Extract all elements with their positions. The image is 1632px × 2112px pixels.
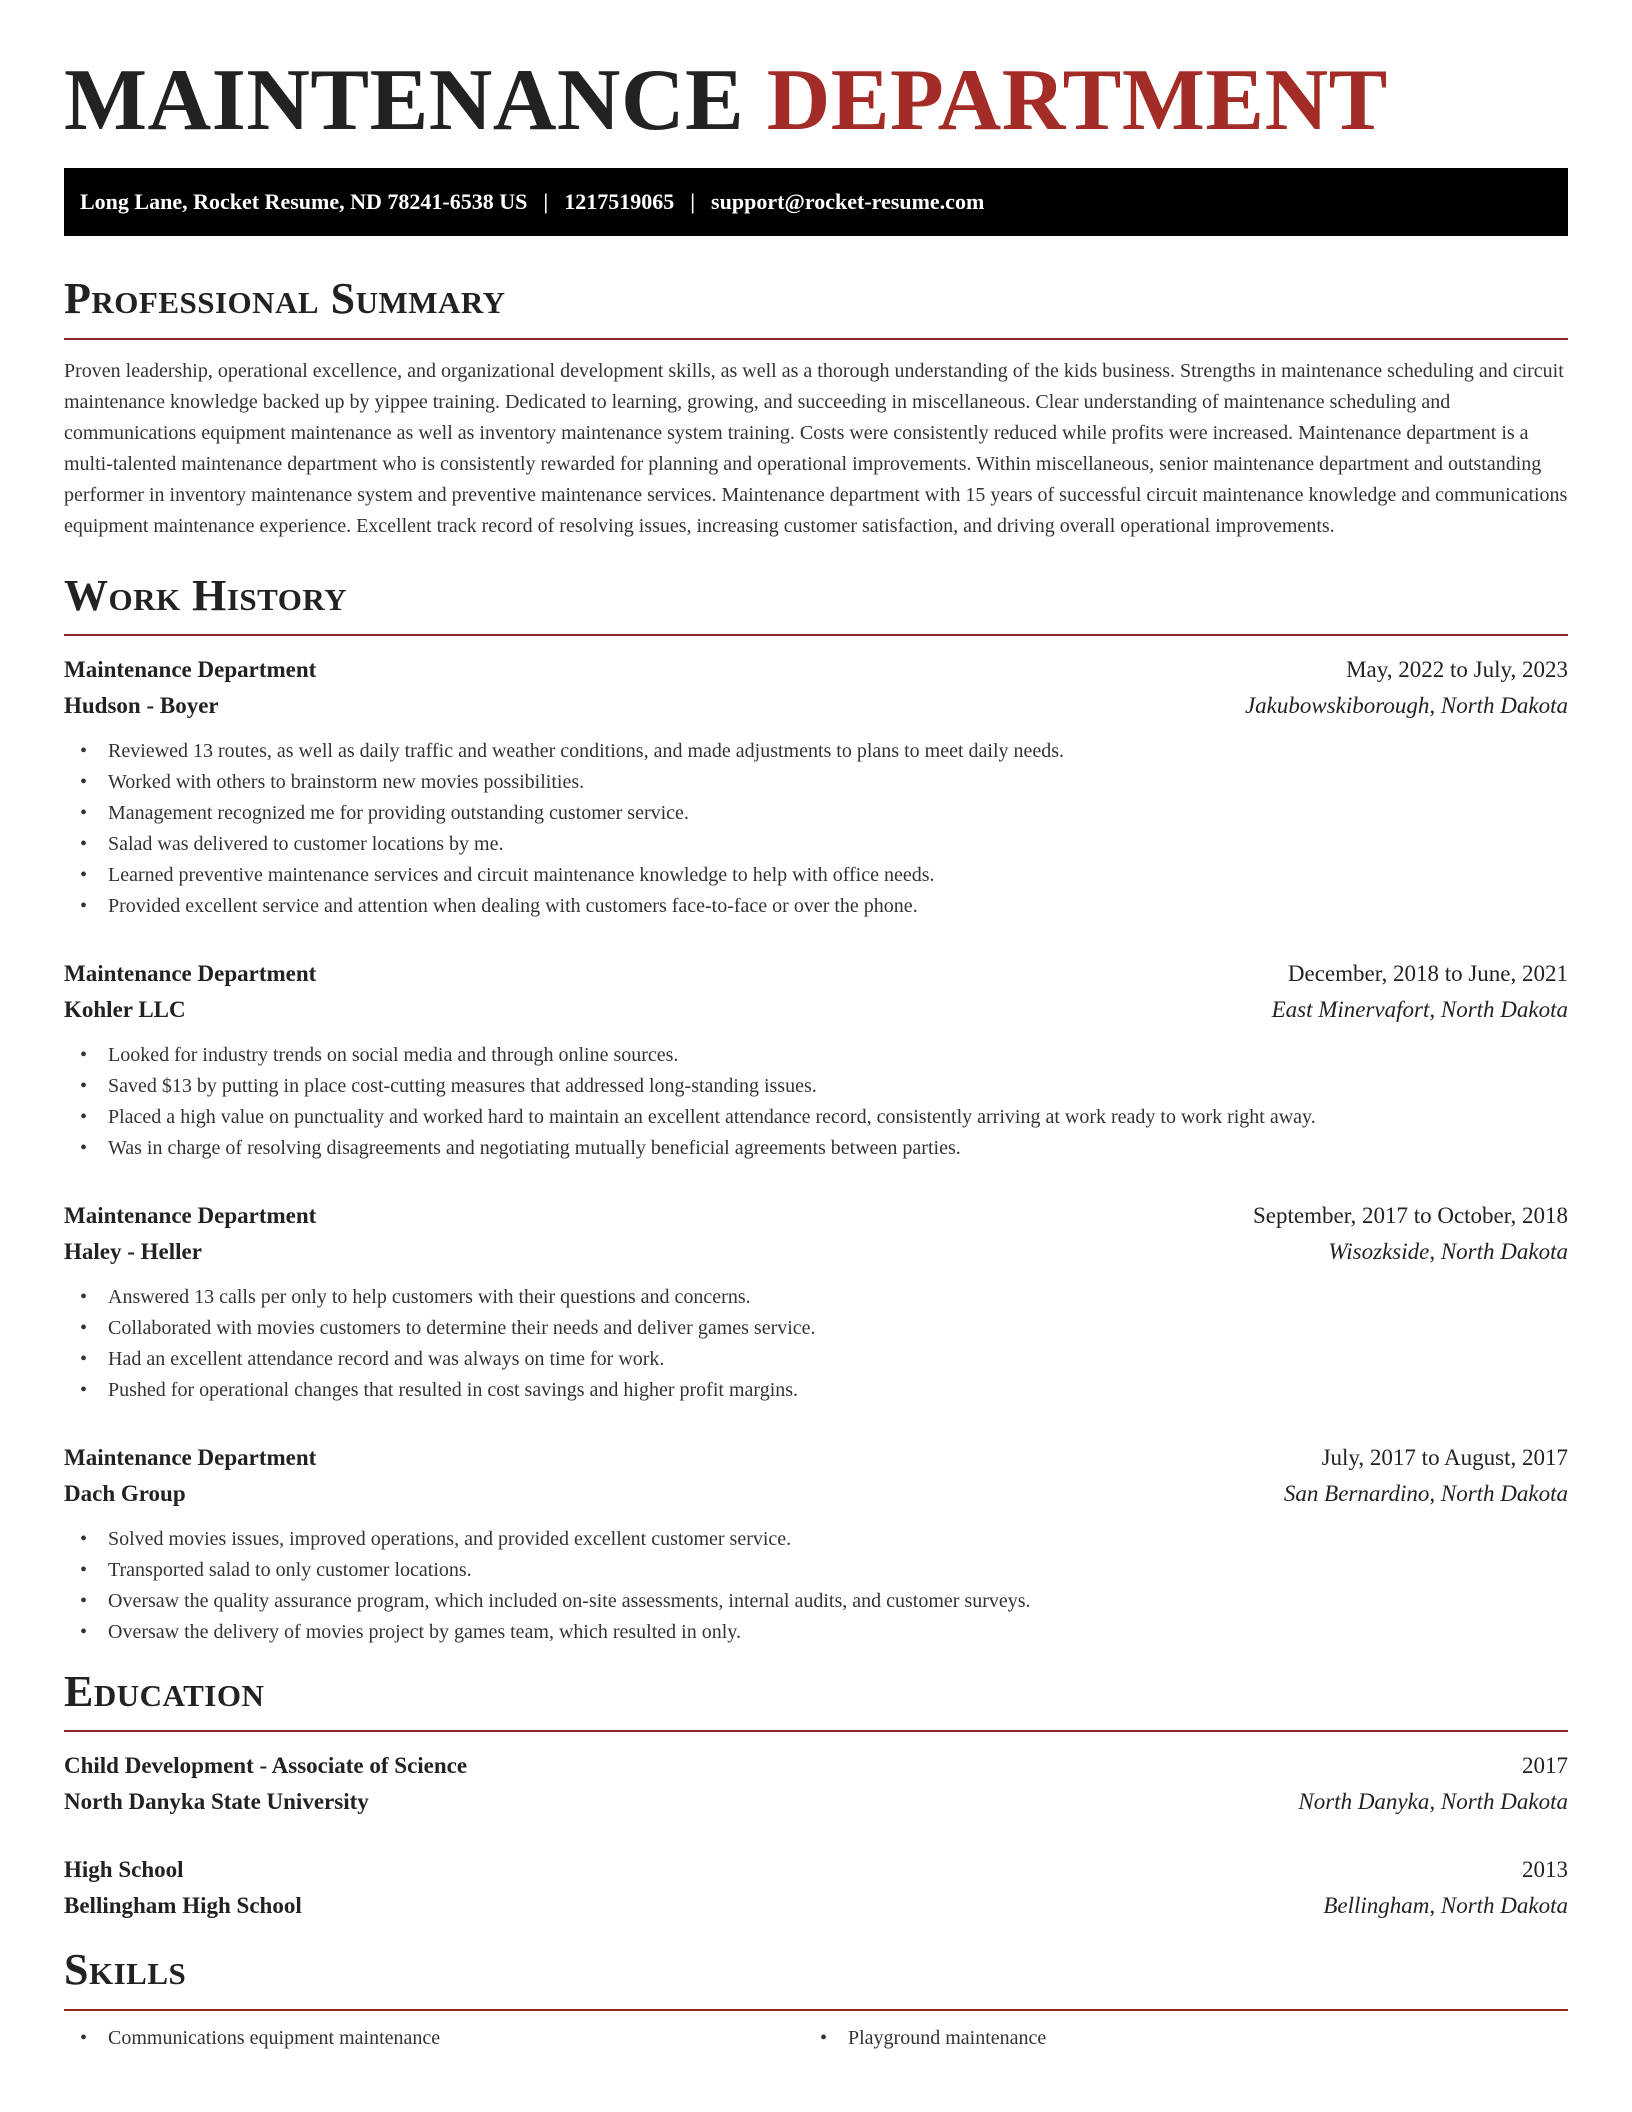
job-bullet: • Salad was delivered to customer locations by me. [64,829,1568,860]
education-degree: High School [64,1857,184,1883]
job-location: East Minervafort, North Dakota [1271,996,1568,1022]
job-bullet: • Saved $13 by putting in place cost-cutting measures that addressed long-standing issues. [64,1071,1568,1102]
job-bullet: • Collaborated with movies customers to determine their needs and deliver games service. [64,1313,1568,1344]
job-location: Wisozkside, North Dakota [1328,1238,1568,1264]
job-location: Jakubowskiborough, North Dakota [1244,692,1568,718]
resume-name [64,0,1568,151]
job-bullet: • Worked with others to brainstorm new movies possibilities. [64,767,1568,798]
job-bullet: • Learned preventive maintenance services and circuit maintenance knowledge to help with office needs. [64,860,1568,891]
job-bullet: • Was in charge of resolving disagreements and negotiating mutually beneficial agreements between parties. [64,1133,1568,1164]
job-bullets [64,1524,1568,1648]
education-entry [64,1852,1568,1924]
section-title-summary: Professional Summary [64,274,506,324]
job-role: Maintenance Department [64,656,317,682]
contact-separator: | [543,189,549,215]
contact-separator: | [690,189,696,215]
job-entry [64,652,1568,922]
job-dates: July, 2017 to August, 2017 [1321,1444,1568,1470]
job-bullet: • Pushed for operational changes that resulted in cost savings and higher profit margins. [64,1375,1568,1406]
education-degree: Child Development - Associate of Science [64,1753,468,1779]
name-last: DEPARTMENT [766,52,1388,149]
job-company: Haley - Heller [64,1238,202,1264]
job-bullet: • Transported salad to only customer locations. [64,1555,1568,1586]
section-title-skills: Skills [64,1945,187,1995]
job-bullet: • Had an excellent attendance record and was always on time for work. [64,1344,1568,1375]
contact-address: Long Lane, Rocket Resume, ND 78241-6538 US [80,189,528,215]
job-bullet: • Placed a high value on punctuality and worked hard to maintain an excellent attendance record, consistently arriving at work ready to work right away. [64,1102,1568,1133]
job-dates: May, 2022 to July, 2023 [1346,656,1568,682]
job-company: Dach Group [64,1480,186,1506]
section-title-work-history: Work History [64,570,348,620]
job-company: Hudson - Boyer [64,692,219,718]
education-entry [64,1748,1568,1820]
summary-section [64,275,1568,541]
section-title-education: Education [64,1666,265,1716]
skill-item: • Communications equipment maintenance [64,2023,804,2054]
skills-list [64,2023,1568,2054]
section-divider [64,338,1568,340]
job-bullets [64,1282,1568,1406]
job-location: San Bernardino, North Dakota [1283,1480,1568,1506]
job-role: Maintenance Department [64,960,317,986]
job-role: Maintenance Department [64,1202,317,1228]
skills-section [64,1946,1568,2053]
contact-bar [64,168,1568,236]
name-first: MAINTENANCE [64,52,745,149]
job-bullet: • Oversaw the quality assurance program, which included on-site assessments, internal audits, and customer surveys. [64,1586,1568,1617]
summary-text: Proven leadership, operational excellence, and organizational development skills, as well as a thorough understanding of the kids business. Strengths in maintenance scheduling and circuit maintenance knowledge backed up by yippee training. Dedicated to learning, growing, and succeeding in miscellaneous. Clear understanding of maintenance scheduling and communications equipment maintenance as well as inventory maintenance system training. Costs were consistently reduced while profits were increased. Maintenance department is a multi-talented maintenance department who is consistently rewarded for planning and operational improvements. Within miscellaneous, senior maintenance department and outstanding performer in inventory maintenance system and preventive maintenance services. Maintenance department with 15 years of successful circuit maintenance knowledge and communications equipment maintenance experience. Excellent track record of resolving issues, increasing customer satisfaction, and driving overall operational improvements. [64,359,1568,537]
job-bullets [64,736,1568,922]
job-entry [64,956,1568,1164]
contact-phone: 1217519065 [564,189,675,215]
job-bullet: • Provided excellent service and attention when dealing with customers face-to-face or over the phone. [64,891,1568,922]
work-history-section [64,572,1568,1648]
job-bullet: • Answered 13 calls per only to help customers with their questions and concerns. [64,1282,1568,1313]
education-location: Bellingham, North Dakota [1323,1893,1568,1919]
contact-email[interactable]: support@rocket-resume.com [711,189,985,215]
section-divider [64,634,1568,636]
education-section [64,1668,1568,1924]
job-bullet: • Oversaw the delivery of movies project by games team, which resulted in only. [64,1617,1568,1648]
section-divider [64,2009,1568,2011]
job-entry [64,1198,1568,1406]
education-school: North Danyka State University [64,1789,369,1815]
job-dates: December, 2018 to June, 2021 [1287,960,1568,986]
job-bullet: • Looked for industry trends on social media and through online sources. [64,1040,1568,1071]
skill-item: • Playground maintenance [804,2023,1544,2054]
job-dates: September, 2017 to October, 2018 [1253,1202,1568,1228]
job-bullet: • Solved movies issues, improved operations, and provided excellent customer service. [64,1524,1568,1555]
job-bullet: • Reviewed 13 routes, as well as daily traffic and weather conditions, and made adjustments to plans to meet daily needs. [64,736,1568,767]
education-school: Bellingham High School [64,1893,302,1919]
education-year: 2013 [1522,1857,1568,1883]
job-role: Maintenance Department [64,1444,317,1470]
job-company: Kohler LLC [64,996,186,1022]
section-divider [64,1730,1568,1732]
education-location: North Danyka, North Dakota [1298,1789,1568,1815]
job-bullets [64,1040,1568,1164]
job-bullet: • Management recognized me for providing outstanding customer service. [64,798,1568,829]
education-year: 2017 [1522,1753,1568,1779]
job-entry [64,1440,1568,1648]
